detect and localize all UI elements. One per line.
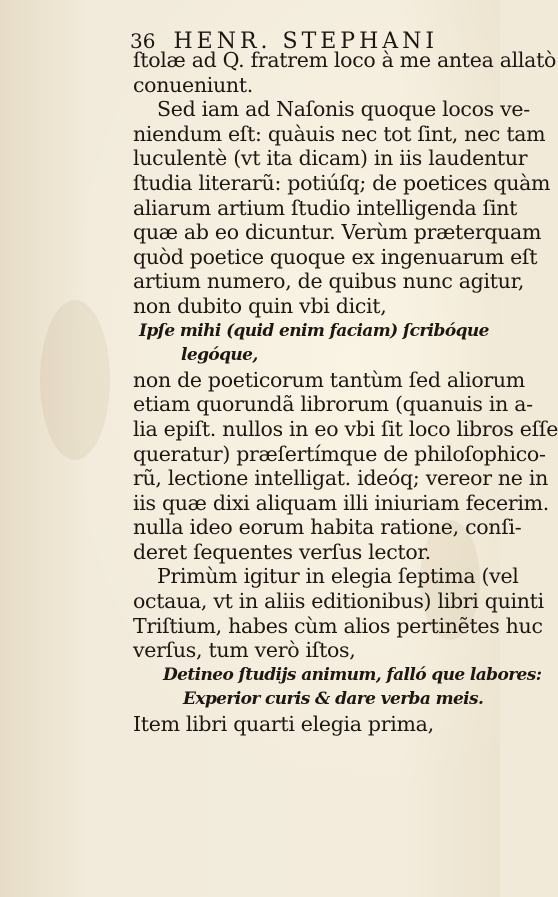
text-line: Item libri quarti elegia prima, <box>133 712 434 737</box>
text-line: lia epiſt. nullos in eo vbi ſit loco libros eſſe <box>133 416 558 441</box>
verse-line: Ipſe mihi (quid enim faciam) ſcribóque <box>139 320 489 341</box>
text-line: ſtudia literarũ: potiúſq; de poetices quàm <box>133 170 551 195</box>
text-line: non dubito quin vbi dicit, <box>133 293 387 318</box>
text-line: non de poeticorum tantùm ſed aliorum <box>133 367 525 392</box>
text-line: verſus, tum verò iſtos, <box>133 638 356 663</box>
text-line: aliarum artium ſtudio intelligenda ſint <box>133 195 518 220</box>
text-line: octaua, vt in aliis editionibus) libri quinti <box>133 589 544 614</box>
text-line: deret ſequentes verſus lector. <box>133 539 431 564</box>
text-line: rũ, lectione intelligat. ideóq; vereor ne in <box>133 466 549 491</box>
text-line: quæ ab eo dicuntur. Verùm præterquam <box>133 220 542 245</box>
paper-stain <box>40 300 110 460</box>
running-head: HENR. STEPHANI <box>173 29 439 54</box>
text-line: luculentè (vt ita dicam) in iis laudentur <box>133 146 528 171</box>
text-line: artium numero, de quibus nunc agitur, <box>133 269 525 294</box>
text-line: niendum eſt: quàuis nec tot ſint, nec tam <box>133 121 546 146</box>
text-line: Sed iam ad Naſonis quoque locos ve- <box>157 97 530 122</box>
text-line: iis quæ dixi aliquam illi iniuriam fecerim. <box>133 490 549 515</box>
text-line: Triſtium, habes cùm alios pertinẽtes huc <box>133 613 543 638</box>
page-number: 36 <box>130 29 156 53</box>
text-line: quòd poetice quoque ex ingenuarum eſt <box>133 244 538 269</box>
text-line: nulla ideo eorum habita ratione, conſi- <box>133 515 522 540</box>
text-line: Primùm igitur in elegia ſeptima (vel <box>157 564 519 589</box>
body-text <box>133 48 558 737</box>
verse-line: Detineo ſtudijs animum, falló que labores: <box>163 664 542 685</box>
verse-line: legóque, <box>181 345 258 366</box>
text-line: ſtolæ ad Q. fratrem loco à me antea allatò <box>133 48 557 72</box>
text-line: queratur) præſertímque de philoſophico- <box>133 441 546 466</box>
text-line: etiam quorundã librorum (quanuis in a- <box>133 392 533 417</box>
text-line: conueniunt. <box>133 72 253 97</box>
verse-line: Experior curis & dare verba meis. <box>183 689 484 710</box>
